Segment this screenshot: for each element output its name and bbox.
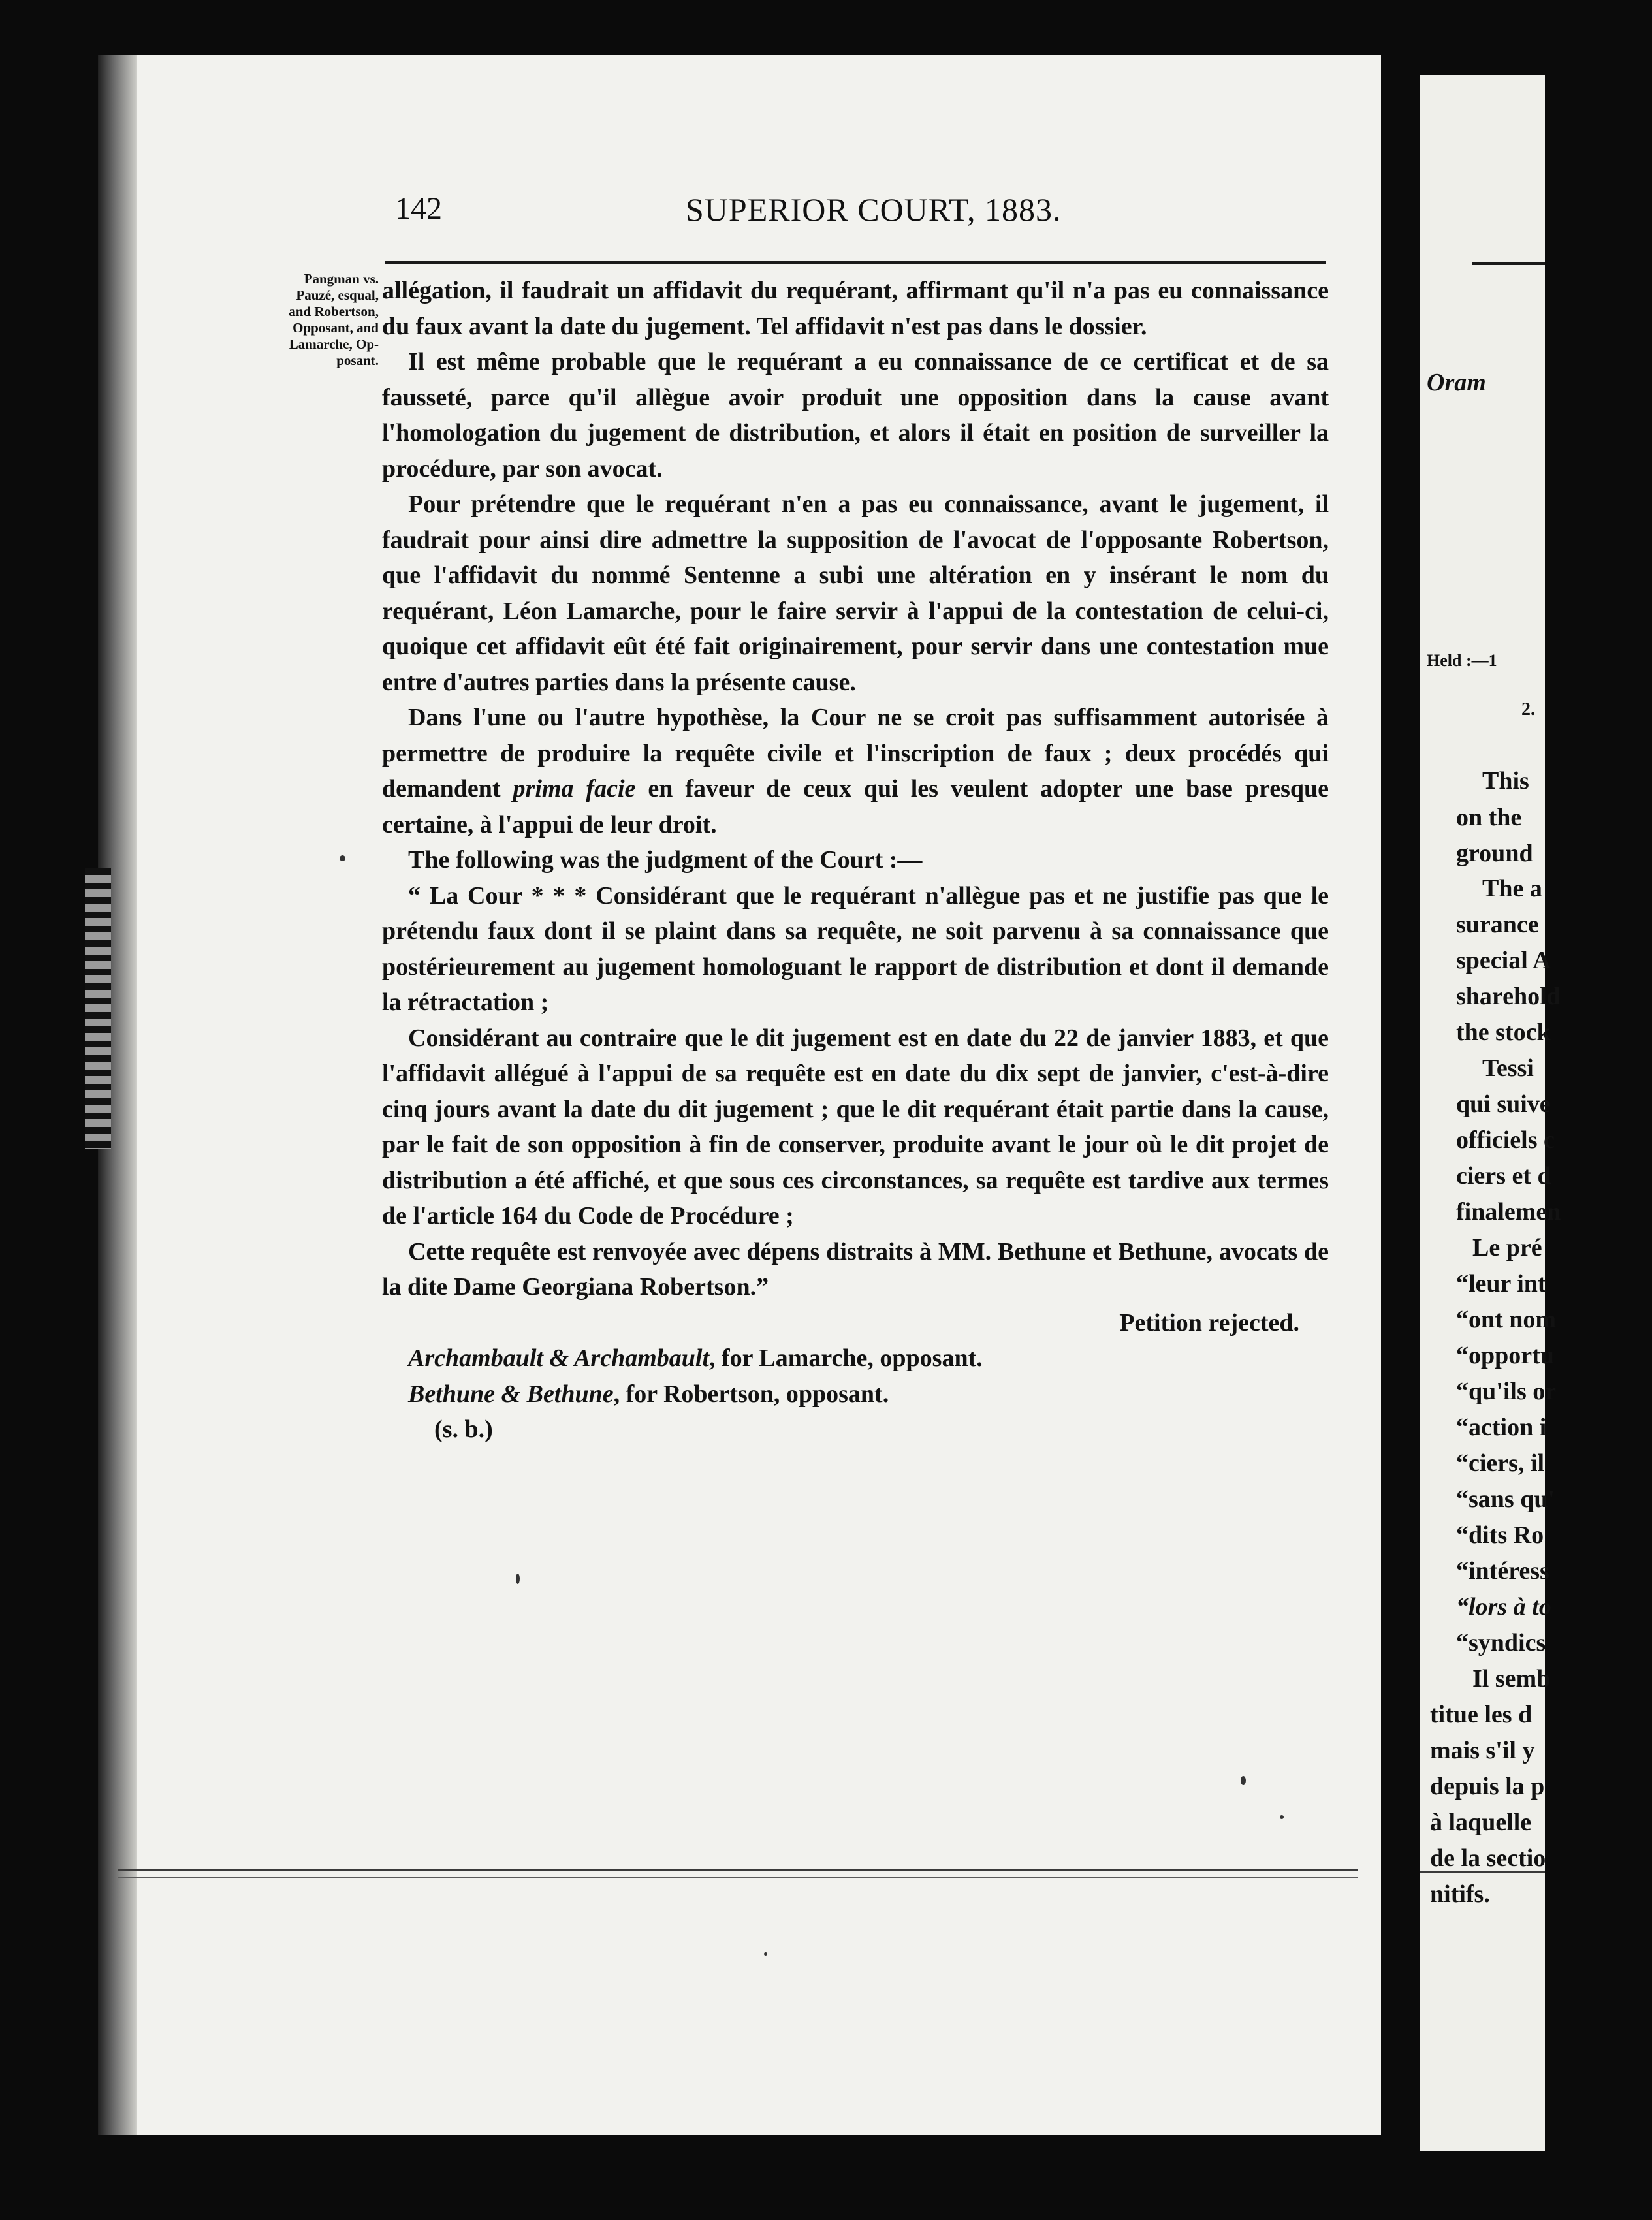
facing-page-fragment: Tessi: [1482, 1054, 1534, 1082]
ink-speck: [1241, 1776, 1246, 1785]
facing-page-fragment: de la sectio: [1430, 1845, 1546, 1872]
counsel-role: , for Lamarche, opposant.: [709, 1344, 983, 1372]
main-text: [382, 273, 1329, 1448]
facing-page-fragment: “action i: [1456, 1414, 1547, 1441]
facing-page-fragment: “dits Ro: [1456, 1521, 1544, 1549]
paragraph: Dans l'une ou l'autre hypothèse, la Cour ne se croit pas suffisamment autorisée à permettre de produire la requête civile et l'inscription de faux ; deux procédés qui demandent prima facie en faveur de ceux qui les veulent adopter une base presque certaine, à l'appui de leur droit.: [382, 704, 1329, 838]
facing-page-fragment: the stock: [1456, 1019, 1551, 1046]
counsel-firm: Archambault & Archambault: [408, 1344, 710, 1372]
binding-edge: [85, 868, 111, 1149]
paragraph: Considérant au contraire que le dit jugement est en date du 22 de janvier 1883, et que l'affidavit allégué à l'appui de sa requête est en date du dix sept de janvier, c'est-à-dire cinq jours avant la date du dit jugement ; que le dit requérant était partie dans la cause, par le fait de son opposition à fin de conserver, produite avant le jour où le dit projet de distribution a été affiché, et que sous ces circonstances, sa requête est tardive aux termes de l'article 164 du Code de Procédure ;: [382, 1024, 1329, 1229]
counsel-firm: Bethune & Bethune: [408, 1380, 614, 1408]
facing-page-fragment: “leur int: [1456, 1270, 1546, 1297]
paragraph: The following was the judgment of the Court :—: [408, 846, 923, 874]
facing-page-fragment: Il semb: [1472, 1665, 1551, 1692]
facing-page-fragment: “syndics: [1456, 1629, 1546, 1657]
facing-page-fragment: depuis la p: [1430, 1773, 1545, 1800]
facing-page-fragment: finalemen: [1456, 1198, 1561, 1226]
facing-page-fragment: special A: [1456, 947, 1551, 974]
facing-page-fragment: on the: [1456, 804, 1522, 831]
facing-page-fragment: “opportu: [1456, 1342, 1554, 1369]
facing-page-fragment: sharehold: [1456, 983, 1561, 1010]
facing-page-fragment: ground: [1456, 840, 1533, 867]
facing-page-fragment: This: [1482, 767, 1529, 795]
facing-page-fragment: Held :—1: [1427, 651, 1497, 670]
facing-page-fragment: Oram: [1427, 369, 1486, 396]
ink-speck: [516, 1574, 520, 1584]
page-number: 142: [395, 191, 442, 226]
facing-page-fragment: “sans qu': [1456, 1485, 1555, 1513]
facing-page-fragment: “ont nom: [1456, 1306, 1557, 1333]
facing-page-fragment: “lors à to: [1456, 1593, 1551, 1621]
bottom-rule-secondary: [118, 1877, 1358, 1878]
counsel-line: [382, 1376, 1329, 1412]
facing-page-fragment: “intéress: [1456, 1557, 1549, 1585]
paragraph: allégation, il faudrait un affidavit du requérant, affirmant qu'il n'a pas eu connaissance du faux avant la date du jugement. Tel affidavit n'est pas dans le dossier.: [382, 277, 1329, 340]
facing-page-header-rule: [1472, 262, 1545, 265]
counsel-role: , for Robertson, opposant.: [613, 1380, 889, 1408]
facing-page-fragment: 2.: [1521, 699, 1535, 720]
side-note-line: posant.: [336, 353, 379, 368]
header-rule: [385, 261, 1326, 264]
paragraph: Il est même probable que le requérant a eu connaissance de ce certificat et de sa fausseté, parce qu'il allègue avoir produit une opposition dans la cause avant l'homologation du jugement de distribution, et alors il était en position de surveiller la procédure, par son avocat.: [382, 348, 1329, 483]
paragraph: Cette requête est renvoyée avec dépens distraits à MM. Bethune et Bethune, avocats de la dite Dame Georgiana Robertson.”: [382, 1237, 1329, 1301]
facing-page-fragment: officiels c: [1456, 1126, 1555, 1154]
facing-page-fragment: “ciers, il: [1456, 1450, 1545, 1477]
facing-page-fragment: à laquelle: [1430, 1809, 1532, 1836]
latin-phrase: prima facie: [513, 775, 636, 802]
paragraph: “ La Cour * * * Considérant que le requérant n'allègue pas et ne justifie pas que le prétendu faux dont il se plaint dans sa requête, ne soit parvenu à sa connaissance que postérieurement au jugement homologuant le rapport de distribution et dont il demande la rétractation ;: [382, 881, 1329, 1016]
ink-speck: [1280, 1815, 1284, 1819]
facing-page-fragment: titue les d: [1430, 1701, 1533, 1728]
facing-page-fragment: nitifs.: [1430, 1880, 1490, 1908]
facing-page-fragment: “qu'ils or: [1456, 1378, 1557, 1405]
side-note-line: and Robertson,: [289, 304, 379, 319]
facing-page-fragment: The a: [1482, 875, 1542, 902]
side-note-line: Lamarche, Op-: [289, 336, 379, 352]
counsel-line: [382, 1340, 1329, 1376]
bottom-rule: [118, 1869, 1358, 1871]
side-note-line: Opposant, and: [293, 320, 379, 336]
facing-page-fragment: ciers et d: [1456, 1162, 1551, 1190]
case-side-note: [232, 271, 379, 369]
facing-page-fragment: surance: [1456, 911, 1539, 938]
ink-speck: [340, 855, 345, 861]
ink-speck: [764, 1952, 767, 1956]
facing-page-fragment: qui suive: [1456, 1090, 1551, 1118]
facing-page-fragment: mais s'il y: [1430, 1737, 1535, 1764]
side-note-line: Pauzé, esqual,: [296, 287, 379, 303]
side-note-line: Pangman vs.: [304, 271, 379, 287]
running-title: SUPERIOR COURT, 1883.: [686, 191, 1062, 228]
petition-result: Petition rejected.: [1119, 1308, 1299, 1337]
reporter-initials: (s. b.): [434, 1416, 493, 1443]
paragraph: Pour prétendre que le requérant n'en a pas eu connaissance, avant le jugement, il faudrait pour ainsi dire admettre la supposition de l'avocat de l'opposante Robertson, que l'affidavit du nommé Sentenne a subi une altération en y insérant le nom du requérant, Léon Lamarche, pour le faire servir à l'appui de la contestation de celui-ci, quoique cet affidavit eût été fait originairement, pour servir dans une contestation mue entre d'autres parties dans la présente cause.: [382, 490, 1329, 696]
facing-page-fragment: Le pré: [1472, 1234, 1542, 1261]
